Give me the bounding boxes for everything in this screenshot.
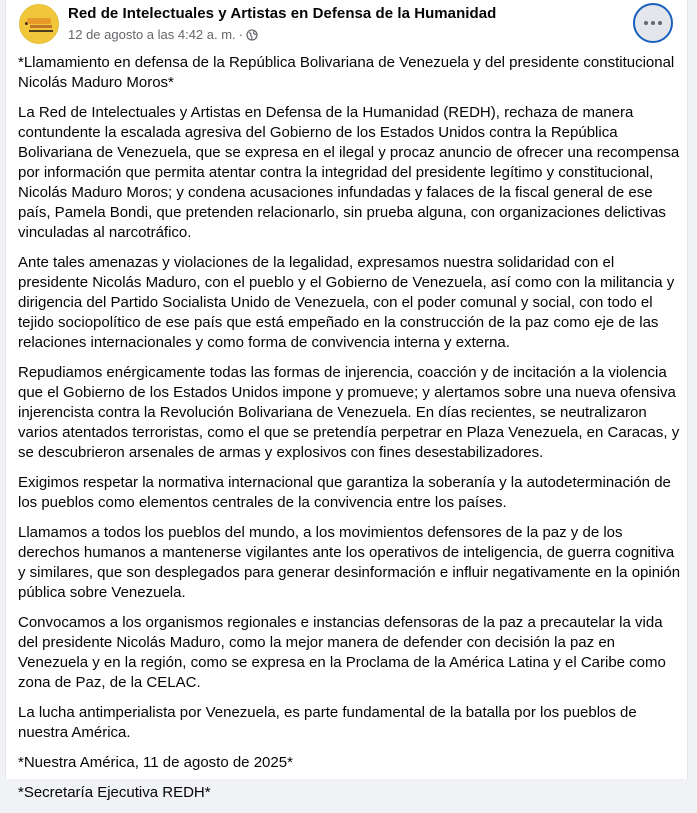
meta-separator: ·	[238, 27, 244, 42]
globe-icon[interactable]	[246, 29, 258, 41]
facebook-post	[5, 0, 688, 801]
post-paragraph: Convocamos a los organismos regionales e instancias defensoras de la paz a precautelar la vida del presidente Nicolás Maduro, como la mejor manera de defender con decisión la paz en Venezuela y en la región, como se expresa en la Proclama de la América Latina y el Caribe como zona de Paz, de la CELAC.	[18, 614, 666, 691]
post-title-paragraph: *Llamamiento en defensa de la República Bolivariana de Venezuela y del presidente constitucional Nicolás Maduro Moros*	[18, 54, 675, 91]
avatar-logo-text	[29, 30, 53, 32]
avatar-logo-shape	[30, 25, 52, 28]
avatar-logo-shape	[27, 18, 51, 24]
more-options-button[interactable]	[633, 3, 673, 43]
post-paragraph: Ante tales amenazas y violaciones de la legalidad, expresamos nuestra solidaridad con el presidente Nicolás Maduro, con el pueblo y el Gobierno de Venezuela, así como con la militancia y dirigencia del Partido Socialista Unido de Venezuela, con el poder comunal y social, con todo el tejido sociopolítico de ese país que está empeñado en la construcción de la paz como eje de las relaciones internacionales y como forma de convivencia interna y externa.	[18, 254, 675, 351]
post-paragraph: La lucha antimperialista por Venezuela, es parte fundamental de la batalla por los pueblos de nuestra América.	[18, 704, 637, 741]
post-paragraph: Repudiamos enérgicamente todas las formas de injerencia, coacción y de incitación a la violencia que el Gobierno de los Estados Unidos impone y promueve; y alertamos sobre una nueva ofensiva injerencista contra la Revolución Bolivariana de Venezuela. En días recientes, se neutralizaron varios atentados terroristas, como el que se pretendía perpetrar en Plaza Venezuela, en Caracas, y se descubrieron arsenales de armas y explosivos con fines desestabilizadores.	[18, 364, 680, 461]
post-header	[6, 0, 687, 48]
author-name[interactable]: Red de Intelectuales y Artistas en Defensa de la Humanidad	[68, 5, 497, 22]
post-meta	[68, 27, 258, 42]
post-paragraph: La Red de Intelectuales y Artistas en Defensa de la Humanidad (REDH), rechaza de manera contundente la escalada agresiva del Gobierno de los Estados Unidos contra la República Bolivariana de Venezuela, que se expresa en el ilegal y procaz anuncio de ofrecer una recompensa por información que permita atentar contra la integridad del presidente legítimo y constitucional, Nicolás Maduro Moros; y condena acusaciones infundadas y falaces de la fiscal general de ese país, Pamela Bondi, que pretenden relacionarlo, sin prueba alguna, con organizaciones delictivas vinculadas al narcotráfico.	[18, 104, 680, 241]
post-signature: *Secretaría Ejecutiva REDH*	[18, 784, 211, 801]
post-paragraph: Llamamos a todos los pueblos del mundo, a los movimientos defensores de la paz y de los derechos humanos a mantenerse vigilantes ante los operativos de inteligencia, de guerra cognitiva y similares, que son desplegados para generar desinformación e influir negativamente en la opinión pública sobre Venezuela.	[18, 524, 681, 601]
post-timestamp[interactable]: 12 de agosto a las 4:42 a. m.	[68, 27, 236, 42]
post-signature-date: *Nuestra América, 11 de agosto de 2025*	[18, 754, 293, 771]
post-paragraph: Exigimos respetar la normativa internacional que garantiza la soberanía y la autodeterminación de los pueblos como elementos centrales de la convivencia entre los países.	[18, 474, 671, 511]
more-horizontal-icon	[644, 21, 662, 25]
post-body	[18, 53, 683, 813]
avatar[interactable]	[19, 4, 59, 44]
